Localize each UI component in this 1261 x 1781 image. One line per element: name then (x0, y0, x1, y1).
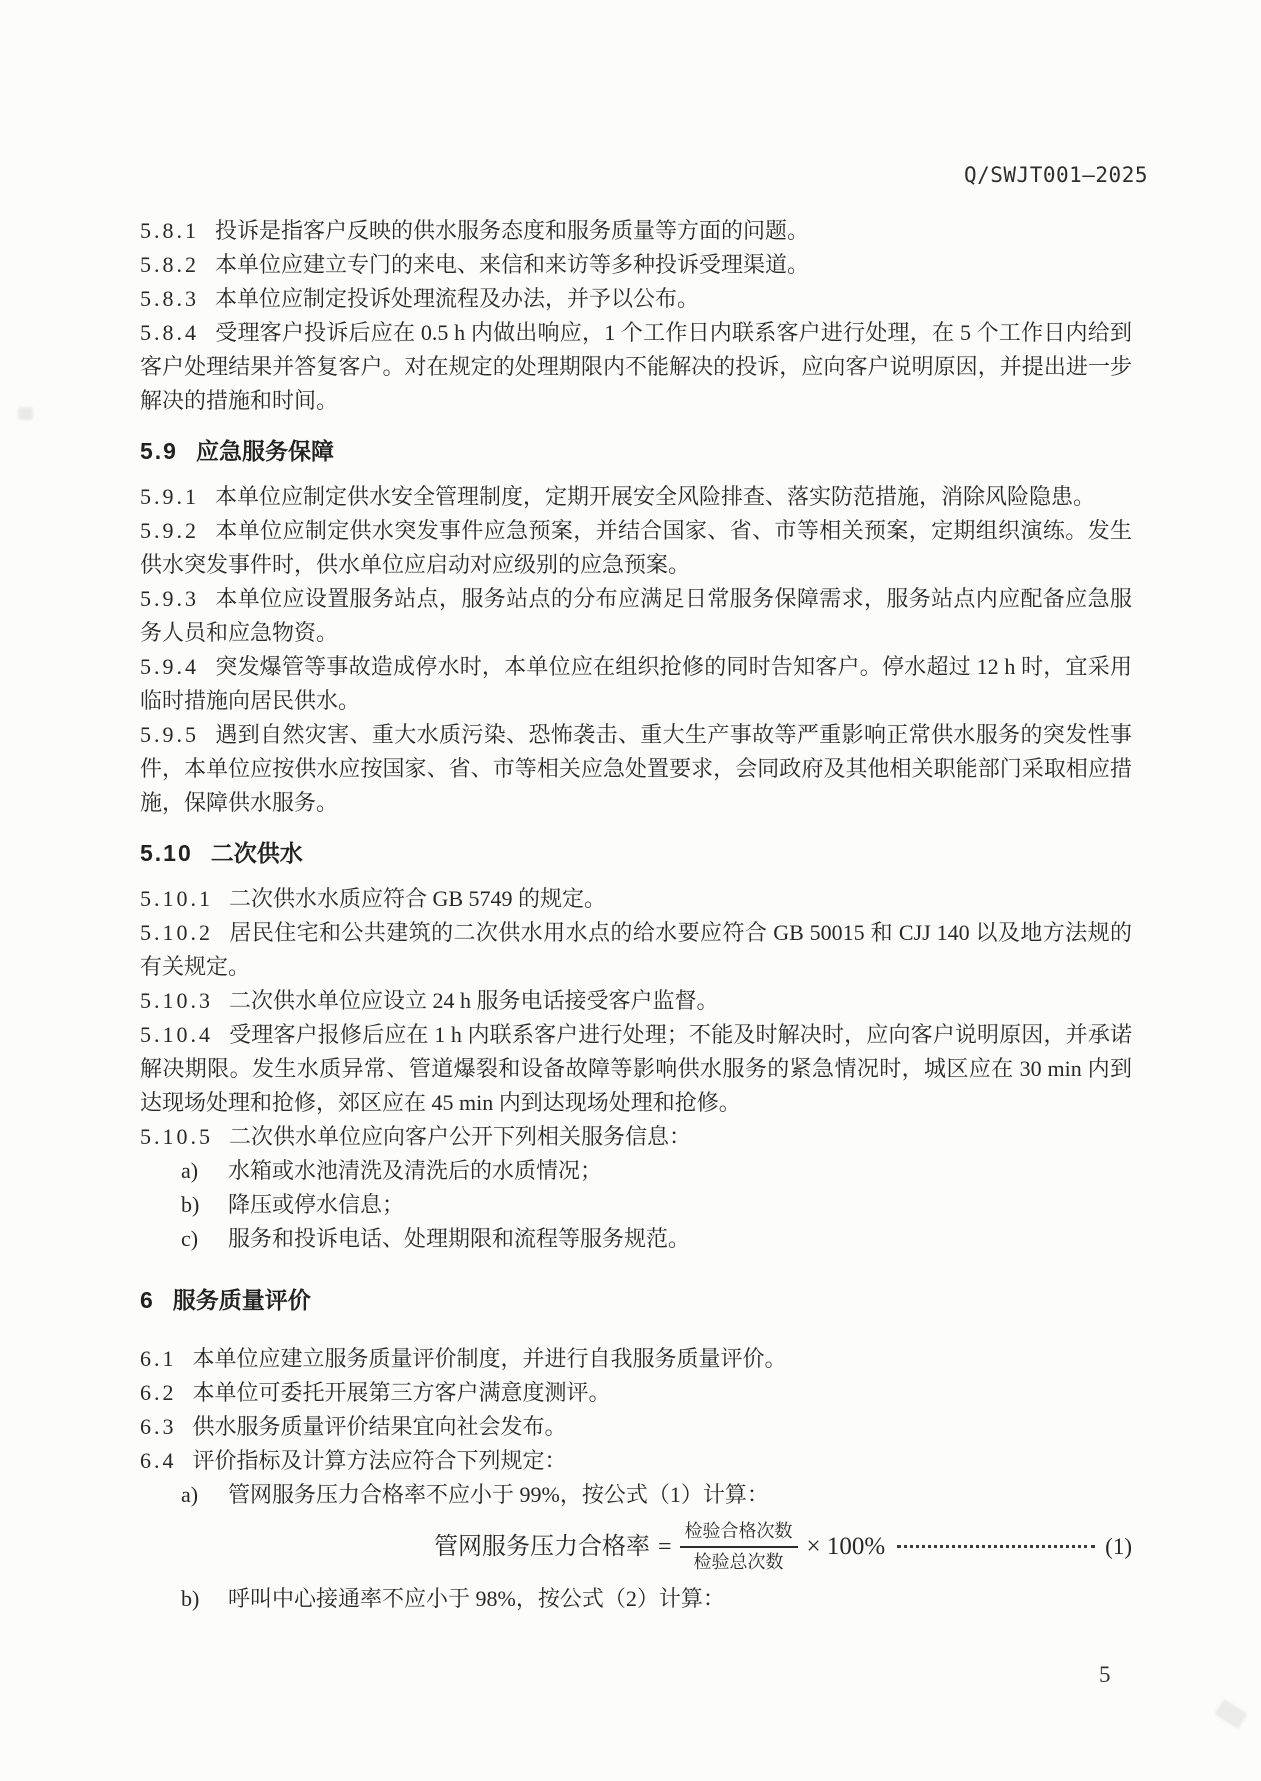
clause-6-4 (140, 1444, 1132, 1478)
clause-5-8-2 (140, 248, 1132, 282)
list-item-a (140, 1154, 1132, 1188)
section-number: 5.9 (140, 438, 178, 464)
clause-text: 投诉是指客户反映的供水服务态度和服务质量等方面的问题。 (215, 218, 810, 243)
clause-5-9-2 (140, 514, 1132, 582)
chapter-heading-6 (140, 1283, 1132, 1317)
list-text: 服务和投诉电话、处理期限和流程等服务规范。 (228, 1226, 691, 1251)
scan-smudge-left (18, 407, 33, 420)
formula-lhs: 管网服务压力合格率 (434, 1533, 650, 1560)
clause-5-10-1 (140, 882, 1132, 916)
section-heading-5-9 (140, 434, 1132, 468)
clause-number: 5.10.1 (140, 886, 213, 911)
clause-number: 5.10.2 (140, 920, 213, 945)
clause-text: 受理客户投诉后应在 0.5 h 内做出响应，1 个工作日内联系客户进行处理，在 5 个工作日内给到客户处理结果并答复客户。对在规定的处理期限内不能解决的投诉，应向客户说明原因，并提出进一步解决的措施和时间。 (140, 320, 1132, 413)
clause-text: 本单位应制定供水突发事件应急预案，并结合国家、省、市等相关预案，定期组织演练。发生供水突发事件时，供水单位应启动对应级别的应急预案。 (140, 518, 1132, 577)
clause-number: 5.8.2 (140, 252, 199, 277)
chapter-number: 6 (140, 1287, 155, 1313)
clause-6-1 (140, 1342, 1132, 1376)
clause-5-8-4 (140, 316, 1132, 418)
list-item-6-4-b (140, 1582, 1132, 1616)
clause-5-9-3 (140, 582, 1132, 650)
clause-number: 5.9.3 (140, 586, 199, 611)
clause-number: 6.4 (140, 1448, 177, 1473)
section-heading-5-10 (140, 836, 1132, 870)
clause-number: 5.8.3 (140, 286, 199, 311)
list-text: 管网服务压力合格率不应小于 99%，按公式（1）计算： (228, 1482, 769, 1507)
clause-number: 5.9.1 (140, 484, 199, 509)
list-letter: a) (181, 1158, 199, 1183)
clause-text: 供水服务质量评价结果宜向社会发布。 (192, 1414, 567, 1439)
clause-text: 居民住宅和公共建筑的二次供水用水点的给水要应符合 GB 50015 和 CJJ 140 以及地方法规的有关规定。 (140, 920, 1132, 979)
document-body (140, 214, 1132, 1616)
list-letter: b) (181, 1586, 200, 1611)
list-letter: b) (181, 1192, 200, 1217)
formula-1 (434, 1518, 1132, 1576)
list-text: 呼叫中心接通率不应小于 98%，按公式（2）计算： (228, 1586, 725, 1611)
clause-number: 5.10.4 (140, 1022, 213, 1047)
chapter-title: 服务质量评价 (172, 1287, 311, 1313)
clause-number: 5.9.2 (140, 518, 199, 543)
clause-5-8-1 (140, 214, 1132, 248)
clause-number: 5.9.4 (140, 654, 199, 679)
clause-5-9-4 (140, 650, 1132, 718)
list-item-b (140, 1188, 1132, 1222)
clause-text: 突发爆管等事故造成停水时，本单位应在组织抢修的同时告知客户。停水超过 12 h 时，宜采用临时措施向居民供水。 (140, 654, 1132, 713)
clause-text: 本单位可委托开展第三方客户满意度测评。 (192, 1380, 611, 1405)
clause-number: 6.3 (140, 1414, 177, 1439)
clause-text: 本单位应建立服务质量评价制度，并进行自我服务质量评价。 (192, 1346, 787, 1371)
section-number: 5.10 (140, 840, 193, 866)
scan-smudge-corner (1214, 1699, 1247, 1729)
clause-number: 5.8.4 (140, 320, 199, 345)
clause-text: 本单位应设置服务站点，服务站点的分布应满足日常服务保障需求，服务站点内应配备应急服务人员和应急物资。 (140, 586, 1132, 645)
clause-5-10-5 (140, 1120, 1132, 1154)
formula-fraction (680, 1518, 798, 1576)
clause-number: 5.10.5 (140, 1124, 213, 1149)
clause-text: 本单位应制定投诉处理流程及办法，并予以公布。 (215, 286, 700, 311)
clause-5-10-3 (140, 984, 1132, 1018)
clause-5-9-5 (140, 718, 1132, 820)
equation-number: (1) (1105, 1534, 1132, 1560)
clause-text: 本单位应制定供水安全管理制度，定期开展安全风险排查、落实防范措施，消除风险隐患。 (215, 484, 1096, 509)
clause-5-10-4 (140, 1018, 1132, 1120)
list-item-6-4-a (140, 1478, 1132, 1512)
dotted-leader (897, 1545, 1095, 1548)
list-text: 降压或停水信息； (228, 1192, 405, 1217)
clause-text: 受理客户报修后应在 1 h 内联系客户进行处理；不能及时解决时，应向客户说明原因，并承诺解决期限。发生水质异常、管道爆裂和设备故障等影响供水服务的紧急情况时，城区应在 30 min 内到达现场处理和抢修，郊区应在 45 min 内到达现场处理和抢修。 (140, 1022, 1132, 1115)
clause-6-2 (140, 1376, 1132, 1410)
formula-multiplier: × 100% (806, 1533, 886, 1560)
clause-text: 评价指标及计算方法应符合下列规定： (192, 1448, 567, 1473)
section-title: 应急服务保障 (195, 438, 334, 464)
clause-text: 遇到自然灾害、重大水质污染、恐怖袭击、重大生产事故等严重影响正常供水服务的突发性事件，本单位应按供水应按国家、省、市等相关应急处置要求，会同政府及其他相关职能部门采取相应措施，保障供水服务。 (140, 722, 1132, 815)
page-number: 5 (1099, 1662, 1111, 1687)
clause-5-8-3 (140, 282, 1132, 316)
clause-number: 5.9.5 (140, 722, 199, 747)
clause-5-10-2 (140, 916, 1132, 984)
clause-number: 6.2 (140, 1380, 177, 1405)
list-letter: c) (181, 1226, 199, 1251)
clause-5-9-1 (140, 480, 1132, 514)
fraction-denominator: 检验总次数 (693, 1552, 784, 1572)
clause-text: 本单位应建立专门的来电、来信和来访等多种投诉受理渠道。 (215, 252, 810, 277)
standard-doc-code: Q/SWJT001—2025 (963, 163, 1148, 187)
list-item-c (140, 1222, 1132, 1256)
clause-text: 二次供水单位应设立 24 h 服务电话接受客户监督。 (229, 988, 719, 1013)
equals-sign: = (658, 1533, 672, 1560)
fraction-numerator: 检验合格次数 (680, 1518, 798, 1548)
clause-6-3 (140, 1410, 1132, 1444)
clause-text: 二次供水水质应符合 GB 5749 的规定。 (229, 886, 607, 911)
list-letter: a) (181, 1482, 199, 1507)
clause-number: 6.1 (140, 1346, 177, 1371)
section-title: 二次供水 (210, 840, 303, 866)
clause-number: 5.10.3 (140, 988, 213, 1013)
list-text: 水箱或水池清洗及清洗后的水质情况； (228, 1158, 603, 1183)
clause-text: 二次供水单位应向客户公开下列相关服务信息： (229, 1124, 692, 1149)
clause-number: 5.8.1 (140, 218, 199, 243)
